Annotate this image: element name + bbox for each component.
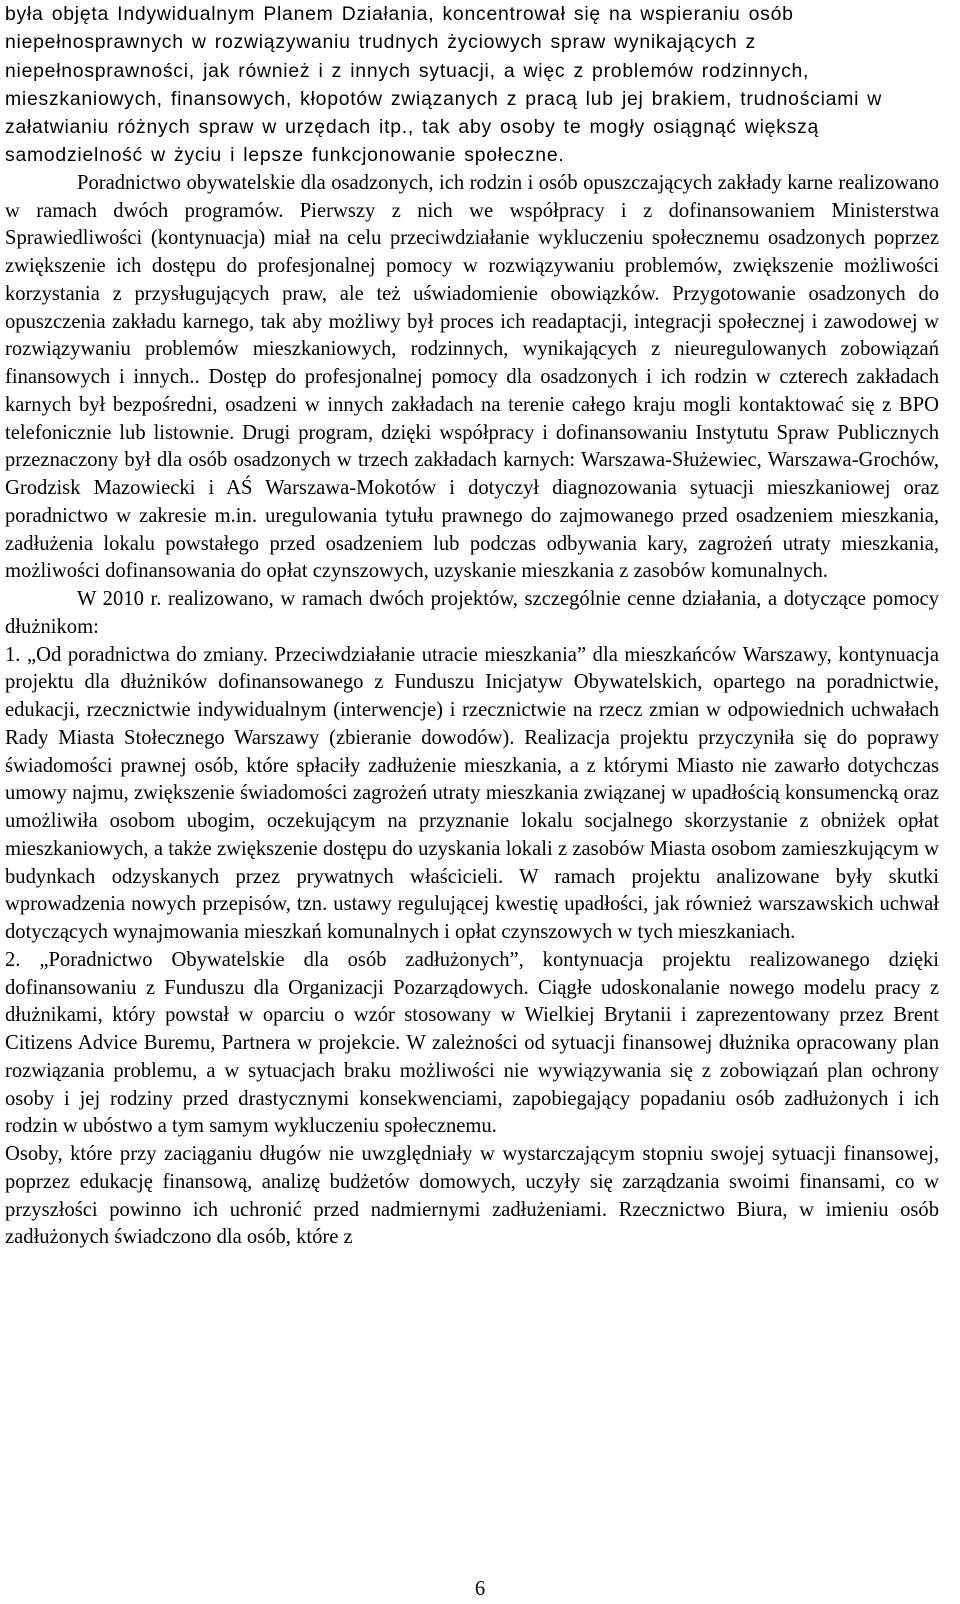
paragraph-project-1: 1. „Od poradnictwa do zmiany. Przeciwdziałanie utracie mieszkania” dla mieszkańców Warszawy, kontynuacja projektu dla dłużników dofinansowanego z Funduszu Inicjatyw Obywatelskich, opartego na poradnictwie, edukacji, rzecznictwie indywidualnym (interwencje) i rzecznictwie na rzecz zmian w odpowiednich uchwałach Rady Miasta Stołecznego Warszawy (zbieranie dowodów). Realizacja projektu przyczyniła się do poprawy świadomości prawnej osób, które spłaciły zadłużenie mieszkania, a z którymi Miasto nie zawarło dotychczas umowy najmu, zwiększenie świadomości zagrożeń utraty mieszkania związanej w upadłością konsumencką oraz umożliwiła osobom ubogim, oczekującym na przyznanie lokalu socjalnego skorzystanie z obniżek opłat mieszkaniowych, a także zwiększenie dostępu do uzyskania lokali z zasobów Miasta osobom zamieszkującym w budynkach odzyskanych przez prywatnych właścicieli. W ramach projektu analizowane były skutki wprowadzenia nowych przepisów, tzn. ustawy regulującej kwestię upadłości, jak również warszawskich uchwał dotyczących wynajmowania mieszkań komunalnych i opłat czynszowych w tych mieszkaniach. [5,643,939,944]
paragraph-debtor-projects-intro: W 2010 r. realizowano, w ramach dwóch projektów, szczególnie cenne działania, a dotyczące pomocy dłużnikom: [5,588,939,638]
paragraph-project-2: 2. „Poradnictwo Obywatelskie dla osób zadłużonych”, kontynuacja projektu realizowanego dzięki dofinansowaniu z Funduszu dla Organizacji Pozarządowych. Ciągłe udoskonalanie nowego modelu pracy z dłużnikami, który powstał w oparciu o wzór stosowany w Wielkiej Brytanii i zaprezentowany przez Brent Citizens Advice Buremu, Partnera w projekcie. W zależności od sytuacji finansowej dłużnika opracowany plan rozwiązania problemu, a w sytuacjach braku możliwości nie wywiązywania się z zobowiązań plan ochrony osoby i jej rodziny przed drastycznymi konsekwenciami, zapobiegający popadaniu osób zadłużonych i ich rodzin w ubóstwo a tym samym wykluczeniu społecznemu. [5,948,939,1138]
paragraph-financial-education: Osoby, które przy zaciąganiu długów nie uwzględniały w wystarczającym stopniu swojej sytuacji finansowej, poprzez edukację finansową, analizę budżetów domowych, uczyły się zarządzania swoimi finansami, co w przyszłości powinno ich uchronić przed nadmiernymi zadłużeniami. Rzecznictwo Biura, w imieniu osób zadłużonych świadczono dla osób, które z [5,1143,939,1249]
paragraph-prisoner-advice: Poradnictwo obywatelskie dla osadzonych, ich rodzin i osób opuszczających zakłady karne realizowano w ramach dwóch programów. Pierwszy z nich we współpracy i z dofinansowaniem Ministerstwa Sprawiedliwości (kontynuacja) miał na celu przeciwdziałanie wykluczeniu społecznemu osadzonych poprzez zwiększenie ich dostępu do profesjonalnej pomocy w rozwiązywaniu problemów, zwiększenie możliwości korzystania z przysługujących praw, ale też uświadomienie obowiązków. Przygotowanie osadzonych do opuszczenia zakładu karnego, tak aby możliwy był proces ich readaptacji, integracji społecznej i zawodowej w rozwiązywaniu problemów mieszkaniowych, rodzinnych, wynikających z nieuregulowanych zobowiązań finansowych i innych.. Dostęp do profesjonalnej pomocy dla osadzonych i ich rodzin w czterech zakładach karnych był bezpośredni, osadzeni w innych zakładach na terenie całego kraju mogli kontaktować się z BPO telefonicznie lub listownie. Drugi program, dzięki współpracy i dofinansowaniu Instytutu Spraw Publicznych przeznaczony był dla osób osadzonych w trzech zakładach karnych: Warszawa-Służewiec, Warszawa-Grochów, Grodzisk Mazowiecki i AŚ Warszawa-Mokotów i dotyczył diagnozowania sytuacji mieszkaniowej oraz poradnictwo w zakresie m.in. uregulowania tytułu prawnego do zajmowanego przed osadzeniem mieszkania, zadłużenia lokalu powstałego przed osadzeniem lub podczas odbywania kary, zagrożeń utraty mieszkania, możliwości dofinansowania do opłat czynszowych, uzyskanie mieszkania z zasobów komunalnych. [5,171,939,583]
paragraph-disability-support: była objęta Indywidualnym Planem Działania, koncentrował się na wspieraniu osób niepełnosprawnych w rozwiązywaniu trudnych życiowych spraw wynikających z niepełnosprawności, jak również i z innych sytuacji, a więc z problemów rodzinnych, mieszkaniowych, finansowych, kłopotów związanych z pracą lub jej brakiem, trudnościami w załatwianiu różnych spraw w urzędach itp., tak aby osoby te mogły osiągnąć większą samodzielność w życiu i lepsze funkcjonowanie społeczne. [5,3,883,167]
page-number: 6 [474,1578,486,1600]
document-page [5,0,939,1252]
